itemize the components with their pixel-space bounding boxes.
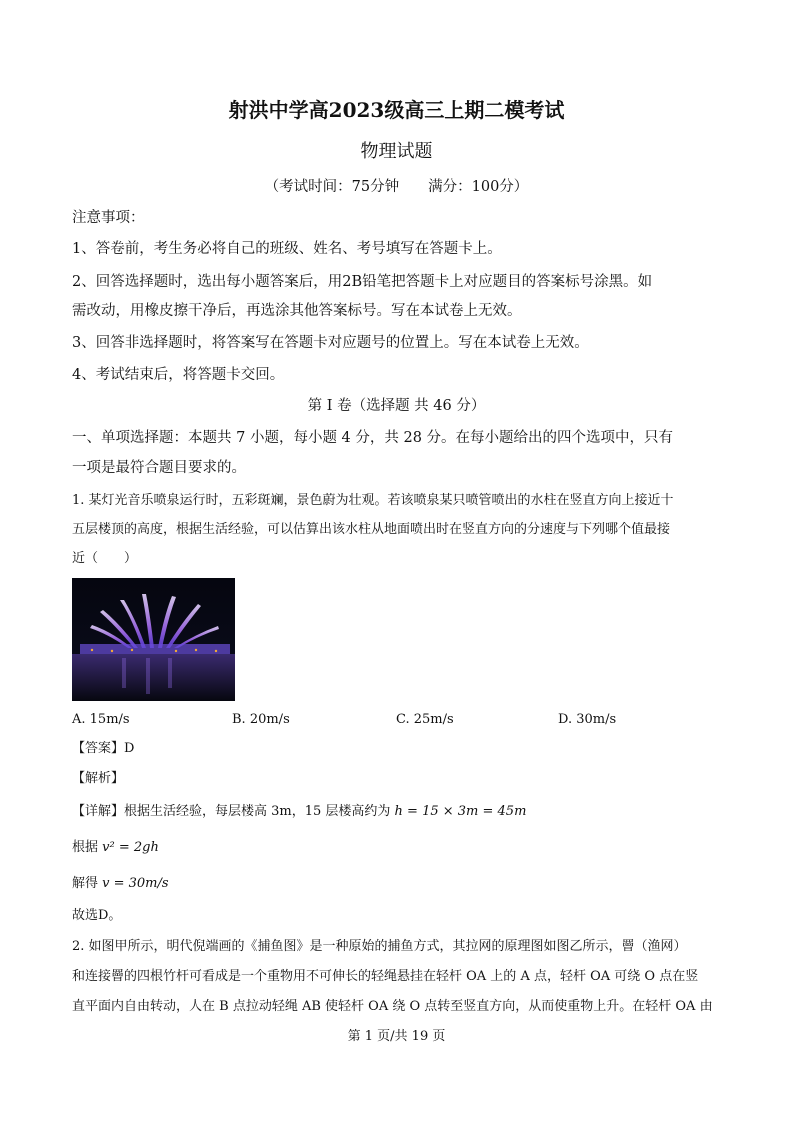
answer-label: 【答案】D: [72, 741, 135, 756]
option-a[interactable]: A. 15m/s: [72, 712, 130, 727]
note-item: 4、考试结束后，将答题卡交回。: [72, 367, 285, 383]
step-2-prefix: 解得: [72, 876, 103, 891]
note-item: 需改动，用橡皮擦干净后，再选涂其他答案标号。写在本试卷上无效。: [72, 303, 522, 319]
question-1-options: [72, 710, 722, 730]
fountain-photo: [72, 578, 235, 701]
option-b[interactable]: B. 20m/s: [232, 712, 290, 727]
question-2-text: 直平面内自由转动，人在 B 点拉动轻绳 AB 使轻杆 OA 绕 O 点转至竖直方向，从而使重物上升。在轻杆 OA 由: [72, 999, 713, 1014]
question-2-text: 2. 如图甲所示，明代倪端画的《捕鱼图》是一种原始的捕鱼方式，其拉网的原理图如图乙所示，罾（渔网）: [72, 939, 687, 954]
detail-formula: h = 15 × 3m = 45m: [394, 804, 527, 819]
note-item: 1、答卷前，考生务必将自己的班级、姓名、考号填写在答题卡上。: [72, 241, 502, 257]
step-2-formula: v = 30m/s: [102, 876, 169, 891]
section-intro: 一、单项选择题：本题共 7 小题，每小题 4 分，共 28 分。在每小题给出的四个选项中，只有: [72, 430, 674, 446]
detail-text: [72, 802, 526, 822]
step-1-prefix: 根据: [72, 840, 103, 855]
notes-heading: 注意事项：: [72, 210, 145, 226]
formula-step-1: [72, 838, 159, 858]
section-title: 第 I 卷（选择题 共 46 分）: [307, 398, 486, 414]
note-item: 3、回答非选择题时，将答案写在答题卡对应题号的位置上。写在本试卷上无效。: [72, 335, 589, 351]
analysis-label: 【解析】: [72, 771, 125, 786]
step-1-formula: v² = 2gh: [102, 840, 159, 855]
subject-title: 物理试题: [360, 141, 433, 162]
option-d[interactable]: D. 30m/s: [558, 712, 617, 727]
exam-info: （考试时间：75分钟 满分：100分）: [264, 179, 529, 195]
conclusion: 故选D。: [72, 908, 122, 923]
formula-step-2: [72, 874, 169, 894]
page-footer: 第 1 页/共 19 页: [347, 1029, 446, 1044]
exam-title: 射洪中学高2023级高三上期二模考试: [228, 98, 565, 122]
question-1-text: 1. 某灯光音乐喷泉运行时，五彩斑斓，景色蔚为壮观。若该喷泉某只喷管喷出的水柱在竖直方向上接近十: [72, 493, 674, 508]
question-2-text: 和连接罾的四根竹杆可看成是一个重物用不可伸长的轻绳悬挂在轻杆 OA 上的 A 点，轻杆 OA 可绕 O 点在竖: [72, 969, 699, 984]
note-item: 2、回答选择题时，选出每小题答案后，用2B铅笔把答题卡上对应题目的答案标号涂黑。如: [72, 274, 653, 290]
question-1-text: 五层楼顶的高度，根据生活经验，可以估算出该水柱从地面喷出时在竖直方向的分速度与下列哪个值最接: [72, 522, 671, 537]
section-intro: 一项是最符合题目要求的。: [72, 460, 246, 476]
detail-label: 【详解】根据生活经验，每层楼高 3m，15 层楼高约为: [72, 804, 395, 819]
option-c[interactable]: C. 25m/s: [396, 712, 454, 727]
question-1-text: 近（ ）: [72, 551, 138, 566]
